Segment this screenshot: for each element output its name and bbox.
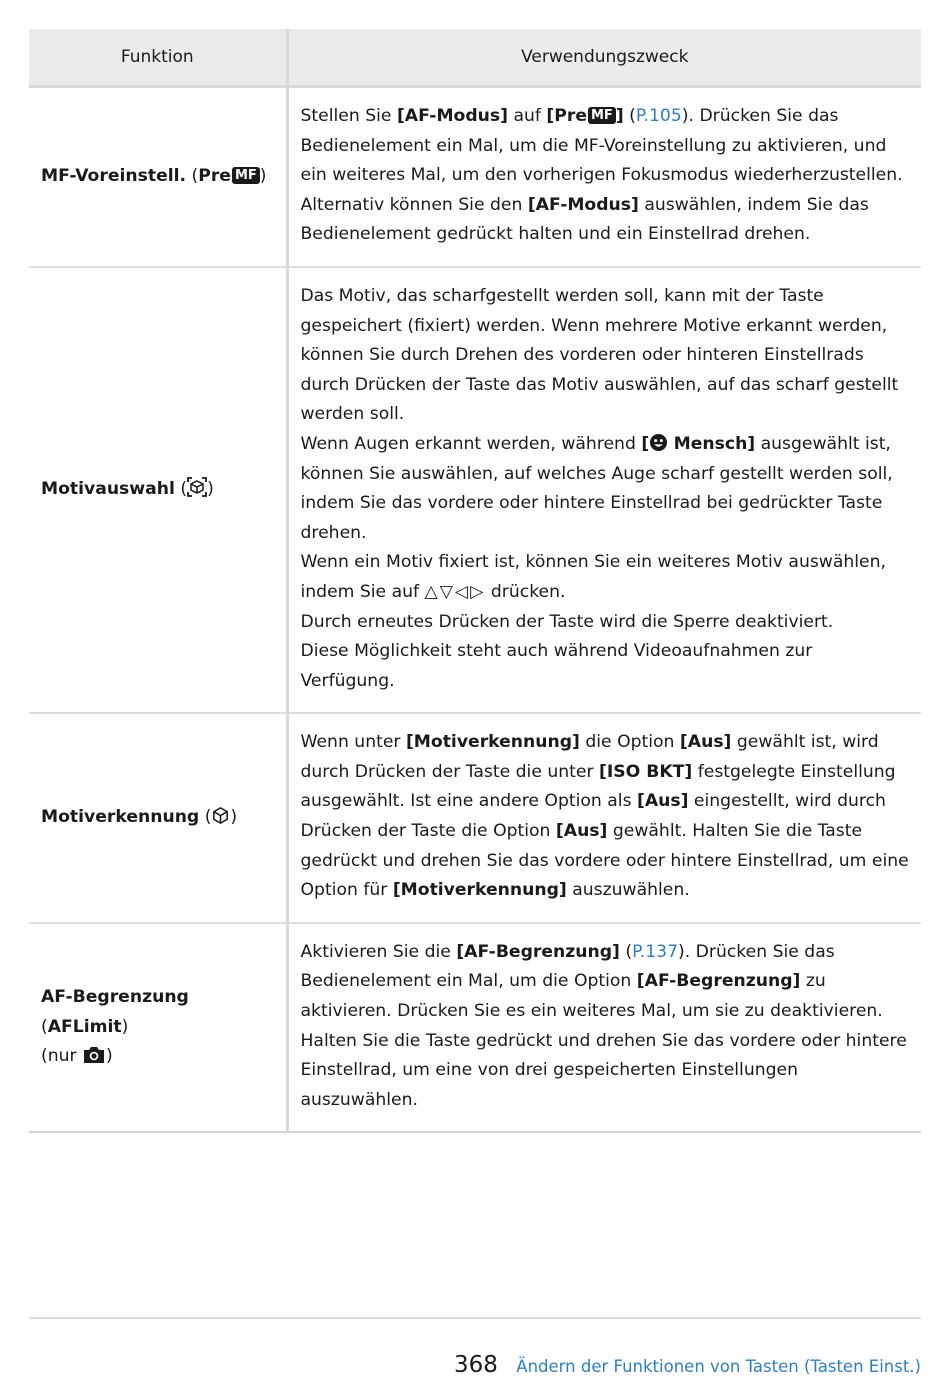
function-alias: Pre <box>198 166 231 187</box>
text: Wenn Augen erkannt werden, während <box>300 433 642 454</box>
paren: ) <box>230 807 238 828</box>
menu-term: Mensch] <box>673 433 756 454</box>
text: die Option <box>579 732 680 753</box>
page-link[interactable]: P.137 <box>632 941 679 962</box>
function-cell <box>29 87 287 267</box>
menu-term: [Motiverkennung] <box>392 880 567 901</box>
table-row <box>29 923 921 1133</box>
menu-term: [ <box>641 433 650 454</box>
text: ). Drücken Sie das Bedienelement ein Mal, um die MF-Voreinstellung zu aktivieren, und ein weiteres Mal, um den vorherigen Fokusmodus wiederherzustellen. <box>300 106 903 186</box>
menu-term: ] <box>615 106 624 126</box>
text: drücken. <box>485 581 566 602</box>
mf-preset-icon: MF <box>588 107 616 124</box>
table-row <box>29 87 921 267</box>
text: auszuwählen. <box>566 880 690 901</box>
paragraph <box>301 430 912 548</box>
function-name: AF-Begrenzung <box>41 987 189 1008</box>
table-row <box>29 713 921 923</box>
paren: ( <box>180 479 188 500</box>
menu-term: [Motiverkennung] <box>405 732 580 753</box>
paren: ) <box>207 479 214 500</box>
column-header-purpose: Verwendungszweck <box>287 29 921 87</box>
menu-term: [Aus] <box>555 821 608 842</box>
function-name: MF-Voreinstell. <box>41 166 187 187</box>
menu-term: [Pre <box>546 106 587 126</box>
menu-term: [AF-Modus] <box>527 194 639 215</box>
paren: ) <box>106 1046 113 1067</box>
text: ( <box>619 941 633 962</box>
text: Wenn unter <box>300 732 406 753</box>
footer-divider <box>29 1317 921 1319</box>
table-row <box>29 267 921 713</box>
table-header-row <box>29 29 921 87</box>
paragraph: Das Motiv, das scharfgestellt werden soll, kann mit der Taste gespeichert (fixiert) werden. Wenn mehrere Motive erkannt werden, können Sie durch Drehen des vorderen oder hinteren Einstellrads durch Drücken der Taste das Motiv auswählen, auf das scharf gestellt werden soll. <box>300 285 899 425</box>
text: Aktivieren Sie die <box>300 941 457 962</box>
purpose-cell <box>287 87 921 267</box>
paragraph: Diese Möglichkeit steht auch während Videoaufnahmen zur Verfügung. <box>300 641 813 691</box>
function-table <box>29 29 921 1133</box>
function-alias: AFLimit <box>47 1016 122 1037</box>
paren: ( <box>41 1016 48 1037</box>
paren: ( <box>204 807 212 828</box>
camera-icon <box>82 1045 106 1064</box>
text: auswählen, indem Sie das Bedienelement gedrückt halten und ein Einstellrad drehen. <box>300 194 869 245</box>
menu-term: [Aus] <box>636 791 689 812</box>
page-number: 368 <box>454 1352 498 1378</box>
text: zu aktivieren. Drücken Sie es ein weiteres Mal, um sie zu deaktivieren. Halten Sie die Taste gedrückt und drehen Sie das vordere oder hintere Einstellrad, um eine von drei gespeicherten Einstellungen auszuwählen. <box>300 971 907 1110</box>
menu-term: [AF-Begrenzung] <box>456 941 620 962</box>
function-cell <box>29 923 287 1133</box>
paren: ) <box>121 1016 129 1037</box>
arrow-keys-icon: △▽◁▷ <box>424 581 486 602</box>
text: ausgewählt ist, können Sie auswählen, auf welches Auge scharf gestellt werden soll, indem Sie das vordere oder hintere Einstellrad bei gedrückter Taste drehen. <box>300 433 893 543</box>
paren: ) <box>259 166 267 187</box>
menu-term: [AF-Modus] <box>396 106 508 126</box>
paren: ( <box>191 166 199 187</box>
mode-note: (nur <box>41 1046 83 1067</box>
text: ). Drücken Sie das Bedienelement ein Mal, um die Option <box>300 941 835 992</box>
text: Stellen Sie <box>300 106 397 126</box>
paragraph <box>301 938 912 1116</box>
text: gewählt. Halten Sie die Taste gedrückt und drehen Sie das vordere oder hintere Einstellrad, um eine Option für <box>300 821 909 901</box>
column-header-function: Funktion <box>29 29 287 87</box>
menu-term: [ISO BKT] <box>599 761 693 782</box>
text: auf <box>507 106 547 126</box>
text: gewählt ist, wird durch Drücken der Taste die unter <box>300 732 879 782</box>
purpose-cell <box>287 713 921 923</box>
function-cell <box>29 713 287 923</box>
paragraph <box>301 102 912 191</box>
menu-term: [AF-Begrenzung] <box>636 971 801 992</box>
text: Wenn ein Motiv fixiert ist, können Sie ein weiteres Motiv auswählen, indem Sie auf <box>300 552 886 602</box>
function-cell <box>29 267 287 713</box>
menu-term: [Aus] <box>679 732 732 753</box>
section-title-link[interactable]: Ändern der Funktionen von Tasten (Tasten Einst.) <box>516 1357 921 1376</box>
page-link[interactable]: P.105 <box>635 106 682 126</box>
function-name: Motiverkennung <box>41 807 200 828</box>
human-face-icon <box>649 433 668 452</box>
text: festgelegte Einstellung ausgewählt. Ist eine andere Option als <box>300 761 896 812</box>
paragraph <box>301 191 912 250</box>
paragraph <box>301 548 912 607</box>
function-name: Motivauswahl <box>41 479 175 500</box>
mf-preset-icon: MF <box>232 167 260 184</box>
paragraph: Durch erneutes Drücken der Taste wird die Sperre deaktiviert. <box>300 611 834 632</box>
text: ( <box>623 106 636 126</box>
paragraph <box>301 728 912 906</box>
purpose-cell <box>287 267 921 713</box>
text: Alternativ können Sie den <box>300 194 528 215</box>
purpose-cell <box>287 923 921 1133</box>
subject-detection-icon <box>211 806 230 825</box>
subject-selection-icon <box>187 477 207 497</box>
text: eingestellt, wird durch Drücken der Taste die Option <box>300 791 886 842</box>
